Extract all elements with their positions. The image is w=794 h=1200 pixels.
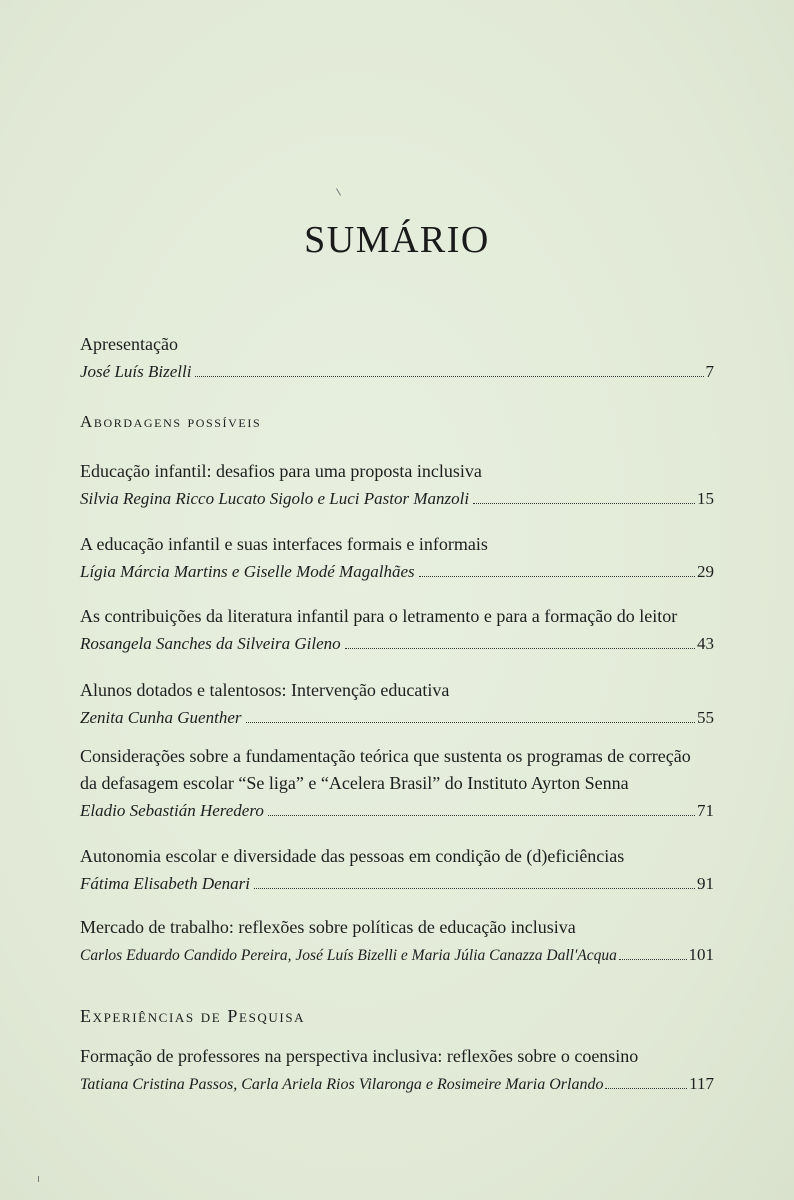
entry-page-number: 101 xyxy=(688,945,714,964)
entry-page-number: 71 xyxy=(697,801,714,820)
entry-author-line xyxy=(80,800,714,822)
entry-page-number: 55 xyxy=(697,708,714,727)
entry-page-number: 43 xyxy=(697,634,714,653)
entry-author: Rosangela Sanches da Silveira Gileno xyxy=(80,634,341,653)
toc-entry xyxy=(80,916,714,967)
entry-author: Eladio Sebastián Heredero xyxy=(80,801,264,820)
dot-leader xyxy=(254,888,695,889)
entry-author: Lígia Márcia Martins e Giselle Modé Magalhães xyxy=(80,562,415,581)
section-heading: Experiências de Pesquisa xyxy=(80,1006,306,1026)
entry-title-continued: da defasagem escolar “Se liga” e “Acelera Brasil” do Instituto Ayrton Senna xyxy=(80,773,629,793)
dot-leader xyxy=(246,722,696,723)
entry-author-line xyxy=(80,488,714,510)
toc-entry xyxy=(80,745,714,822)
toc-entry xyxy=(80,605,714,655)
entry-author: José Luís Bizelli xyxy=(80,362,192,381)
ink-mark xyxy=(38,1176,39,1182)
dot-leader xyxy=(419,576,695,577)
entry-title: As contribuições da literatura infantil para o letramento e para a formação do leitor xyxy=(80,606,678,626)
entry-title: Apresentação xyxy=(80,334,178,354)
entry-page-number: 7 xyxy=(705,362,714,381)
entry-title: Mercado de trabalho: reflexões sobre políticas de educação inclusiva xyxy=(80,917,576,937)
entry-author-line xyxy=(80,707,714,729)
entry-page-number: 29 xyxy=(697,562,714,581)
entry-page-number: 117 xyxy=(689,1074,714,1093)
dot-leader xyxy=(345,648,695,649)
entry-page-number: 15 xyxy=(697,489,714,508)
entry-title: Considerações sobre a fundamentação teórica que sustenta os programas de correção xyxy=(80,746,691,766)
entry-author: Silvia Regina Ricco Lucato Sigolo e Luci Pastor Manzoli xyxy=(80,489,470,508)
dot-leader xyxy=(605,1088,687,1089)
ink-mark xyxy=(336,188,341,195)
dot-leader xyxy=(268,815,695,816)
toc-entry xyxy=(80,460,714,510)
toc-entry xyxy=(80,845,714,895)
entry-author: Fátima Elisabeth Denari xyxy=(80,874,250,893)
toc-entry xyxy=(80,333,714,383)
entry-author: Tatiana Cristina Passos, Carla Ariela Rios Vilaronga e Rosimeire Maria Orlando xyxy=(80,1076,604,1093)
section-heading: Abordagens possíveis xyxy=(80,412,262,431)
dot-leader xyxy=(473,503,695,504)
toc-entry xyxy=(80,1045,714,1096)
entry-author-line xyxy=(80,873,714,895)
entry-title: Alunos dotados e talentosos: Intervenção educativa xyxy=(80,680,450,700)
entry-title: A educação infantil e suas interfaces formais e informais xyxy=(80,534,488,554)
entry-author: Carlos Eduardo Candido Pereira, José Luís Bizelli e Maria Júlia Canazza Dall'Acqua xyxy=(80,947,617,964)
toc-entry xyxy=(80,679,714,729)
page-title: SUMÁRIO xyxy=(304,219,490,261)
entry-author-line xyxy=(80,561,714,583)
toc-entry xyxy=(80,533,714,583)
entry-author-line xyxy=(80,944,714,967)
entry-author: Zenita Cunha Guenther xyxy=(80,708,242,727)
entry-title: Formação de professores na perspectiva inclusiva: reflexões sobre o coensino xyxy=(80,1046,639,1066)
entry-author-line xyxy=(80,1073,714,1096)
entry-author-line xyxy=(80,361,714,383)
entry-title: Educação infantil: desafios para uma proposta inclusiva xyxy=(80,461,482,481)
dot-leader xyxy=(195,376,703,377)
dot-leader xyxy=(619,959,687,960)
entry-author-line xyxy=(80,633,714,655)
entry-page-number: 91 xyxy=(697,874,714,893)
entry-title: Autonomia escolar e diversidade das pessoas em condição de (d)eficiências xyxy=(80,846,625,866)
